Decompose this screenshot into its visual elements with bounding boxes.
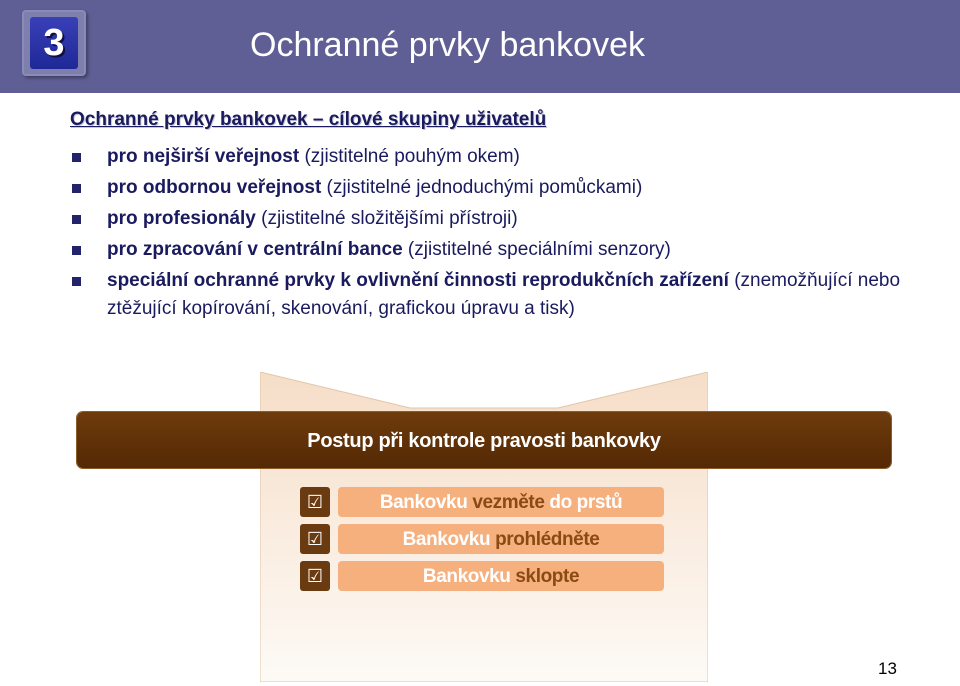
- step-text: do prstů: [544, 492, 623, 513]
- step-label: [338, 487, 664, 517]
- list-item-bold: pro nejširší veřejnost: [107, 146, 300, 167]
- list-item: [72, 236, 902, 264]
- list-item-rest: (zjistitelné jednoduchými pomůckami): [321, 177, 643, 198]
- slide-header: [0, 0, 960, 93]
- step-keyword: vezměte: [472, 492, 545, 513]
- page-number: 13: [878, 659, 897, 678]
- step-label: [338, 561, 664, 591]
- list-item-bold: speciální ochranné prvky k ovlivnění činnosti reprodukčních zařízení: [107, 270, 729, 291]
- step-label: [338, 524, 664, 554]
- square-bullet-icon: [72, 246, 81, 255]
- step-keyword: sklopte: [515, 566, 580, 587]
- square-bullet-icon: [72, 277, 81, 286]
- square-bullet-icon: [72, 184, 81, 193]
- list-item-rest: (zjistitelné speciálními senzory): [402, 239, 671, 260]
- step-keyword: prohlédněte: [495, 529, 600, 550]
- list-item-rest: (zjistitelné složitějšími přístroji): [255, 208, 518, 229]
- square-bullet-icon: [72, 215, 81, 224]
- step-text: Bankovku: [422, 566, 516, 587]
- list-item-rest: (znemožňující nebo ztěžující kopírování, skenování, grafickou úpravu a tisk): [107, 270, 901, 319]
- slide-title: Ochranné prvky bankovek: [250, 26, 645, 64]
- list-item: [72, 174, 902, 202]
- square-bullet-icon: [72, 153, 81, 162]
- section-number: 3: [43, 22, 65, 64]
- procedure-banner: [77, 412, 891, 468]
- list-item-bold: pro profesionály: [107, 208, 256, 229]
- section-subtitle: Ochranné prvky bankovek – cílové skupiny uživatelů: [70, 109, 547, 130]
- procedure-banner-title: Postup při kontrole pravosti bankovky: [307, 430, 661, 452]
- list-item-rest: (zjistitelné pouhým okem): [299, 146, 520, 167]
- checkbox-icon: ☑: [300, 487, 330, 517]
- step-text: Bankovku: [402, 529, 496, 550]
- list-item: [72, 143, 902, 171]
- step-text: Bankovku: [379, 492, 473, 513]
- list-item-bold: pro zpracování v centrální bance: [107, 239, 403, 260]
- list-item: [72, 267, 902, 323]
- section-number-badge: [22, 10, 86, 76]
- list-item: [72, 205, 902, 233]
- checkbox-icon: ☑: [300, 524, 330, 554]
- target-groups-list: [72, 143, 902, 326]
- list-item-bold: pro odbornou veřejnost: [107, 177, 322, 198]
- checkbox-icon: ☑: [300, 561, 330, 591]
